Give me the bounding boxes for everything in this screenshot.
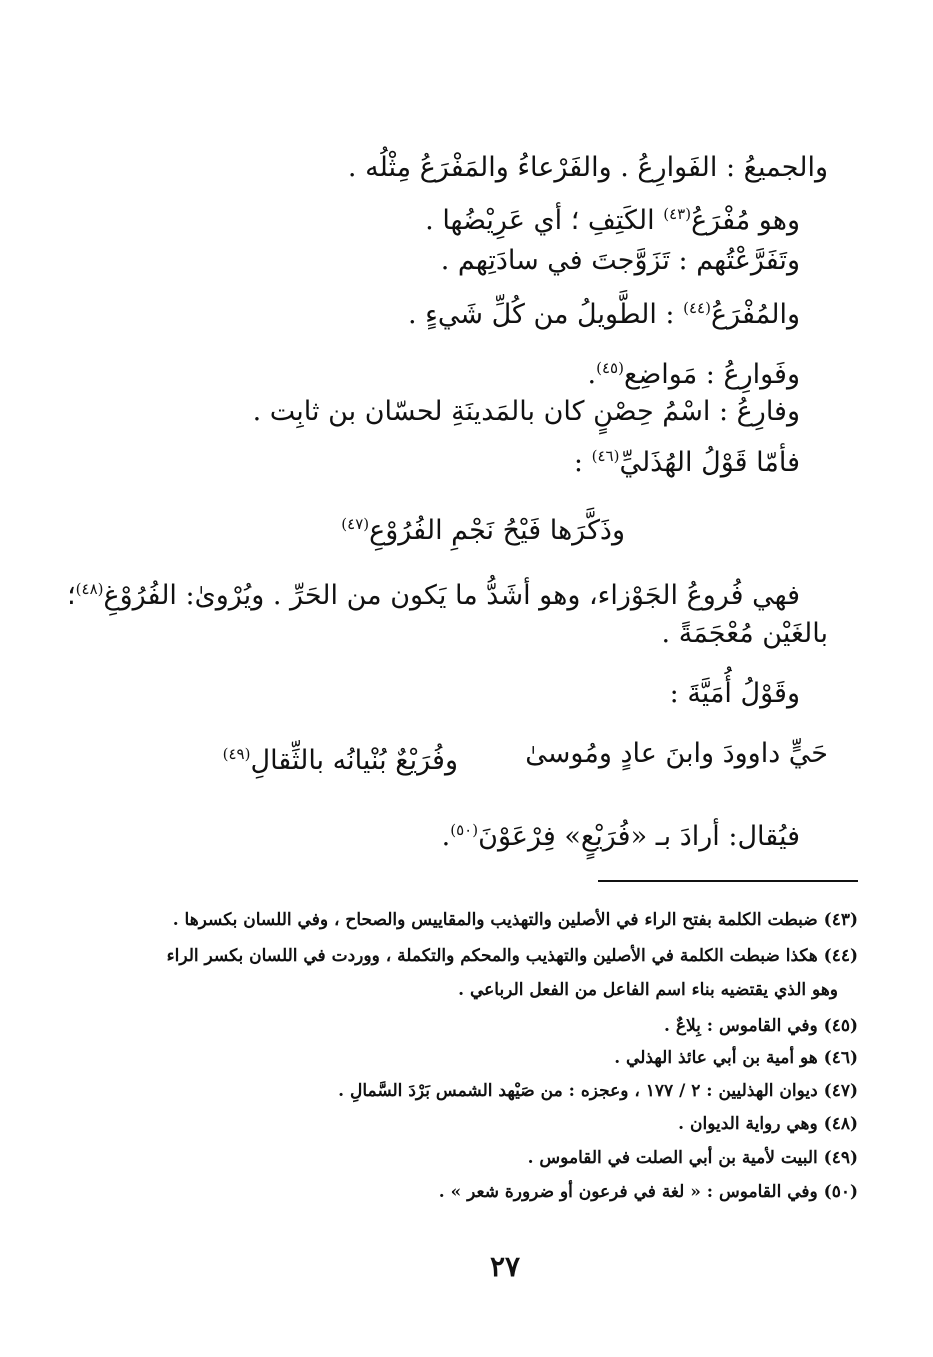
verse-2-right-hemistich: حَيٍّ داوودَ وابنَ عادٍ ومُوسىٰ [525, 738, 828, 769]
text-line-1: والجميعُ : الفَوارِعُ . والفَرْعاءُ والمَفْرَعُ مِثْلُه . [347, 152, 828, 183]
text-segment: ؛ [67, 580, 76, 611]
verse-text: وذَكَّرَها فَيْحُ نَجْمِ الفُرُوْعِ [369, 515, 625, 546]
footnote-ref-49: (٤٩) [222, 745, 251, 763]
text-segment: فأمّا قَوْلُ الهُذَليِّ [619, 447, 800, 478]
footnote-45: (٤٥) وفي القاموس : بِلاعٌ . [664, 1016, 858, 1036]
footnote-separator [598, 880, 858, 882]
text-segment: . [587, 359, 597, 390]
verse-2-left-hemistich [223, 736, 458, 779]
text-segment: والمُفْرَعُ [710, 299, 800, 330]
text-segment: : [573, 447, 592, 478]
page-number: ٢٧ [489, 1250, 521, 1283]
footnote-44-continuation: وهو الذي يقتضيه بناء اسم الفاعل من الفعل الرباعي . [458, 980, 838, 1000]
footnote-49: (٤٩) البيت لأمية بن أبي الصلت في القاموس . [527, 1148, 858, 1168]
footnote-50: (٥٠) وفي القاموس : « لغة في فرعون أو ضرورة شعر » . [438, 1182, 858, 1202]
text-segment: وفَوارِعُ : مَواضِع [623, 359, 800, 390]
text-segment: فهي فُروعُ الجَوْزاء، وهو أشَدُّ ما يَكون من الحَرِّ . ويُرْوىٰ: الفُرُوْغِ [103, 580, 800, 611]
text-line-10: وقَوْلُ أُمَيَّةَ : [669, 678, 800, 709]
footnote-43: (٤٣) ضبطت الكلمة بفتح الراء في الأصلين والتهذيب والمقاييس والصحاح ، وفي اللسان بكسرها . [172, 910, 858, 930]
text-line-2 [425, 196, 800, 239]
text-line-4 [408, 290, 800, 333]
text-line-3: وتَفَرَّعْتُهم : تَزَوَّجتَ في سادَتِهم . [440, 245, 800, 276]
footnote-44: (٤٤) هكذا ضبطت الكلمة في الأصلين والتهذيب والمحكم والتكملة ، ووردت في اللسان بكسر الراء [166, 946, 858, 966]
footnote-ref-45: (٤٥) [596, 359, 624, 377]
footnote-ref-44: (٤٤) [683, 299, 711, 317]
text-line-7 [574, 438, 800, 481]
footnote-ref-47: (٤٧) [341, 515, 370, 533]
text-line-9: بالغَيْن مُعْجَمَةً . [661, 618, 828, 649]
footnote-ref-43: (٤٣) [663, 205, 692, 223]
text-line-6: وفارِعُ : اسْمُ حِصْنٍ كان بالمَدينَةِ لحسّان بن ثابِت . [252, 396, 800, 427]
text-line-5 [588, 350, 800, 393]
footnote-46: (٤٦) هو أمية بن أبي عائذ الهذلي . [614, 1048, 858, 1068]
verse-text: وفُرَيْعٌ بُنْيانُه بالثِّقالِ [250, 745, 458, 776]
text-segment: وهو مُفْرَعُ [691, 205, 800, 236]
text-segment: الكَتِفِ ؛ أي عَرِيْضُها . [425, 205, 664, 236]
text-segment: فيُقال: أرادَ بـ «فُرَيْعٍ» فِرْعَوْنَ [478, 821, 800, 852]
footnote-48: (٤٨) وهي رواية الديوان . [678, 1114, 858, 1134]
verse-1 [341, 506, 625, 549]
text-line-11 [442, 812, 800, 855]
text-line-8 [67, 571, 800, 614]
footnote-47: (٤٧) ديوان الهذليين : ٢ / ١٧٧ ، وعجزه : من صَيْهد الشمس بَرْدَ السَّمالِ . [338, 1081, 858, 1101]
text-segment: . [441, 821, 451, 852]
footnote-ref-50: (٥٠) [450, 821, 479, 839]
text-segment: : الطَّويلُ من كُلِّ شَيءٍ . [408, 299, 684, 330]
footnote-ref-46: (٤٦) [591, 447, 620, 465]
footnote-ref-48: (٤٨) [75, 580, 104, 598]
